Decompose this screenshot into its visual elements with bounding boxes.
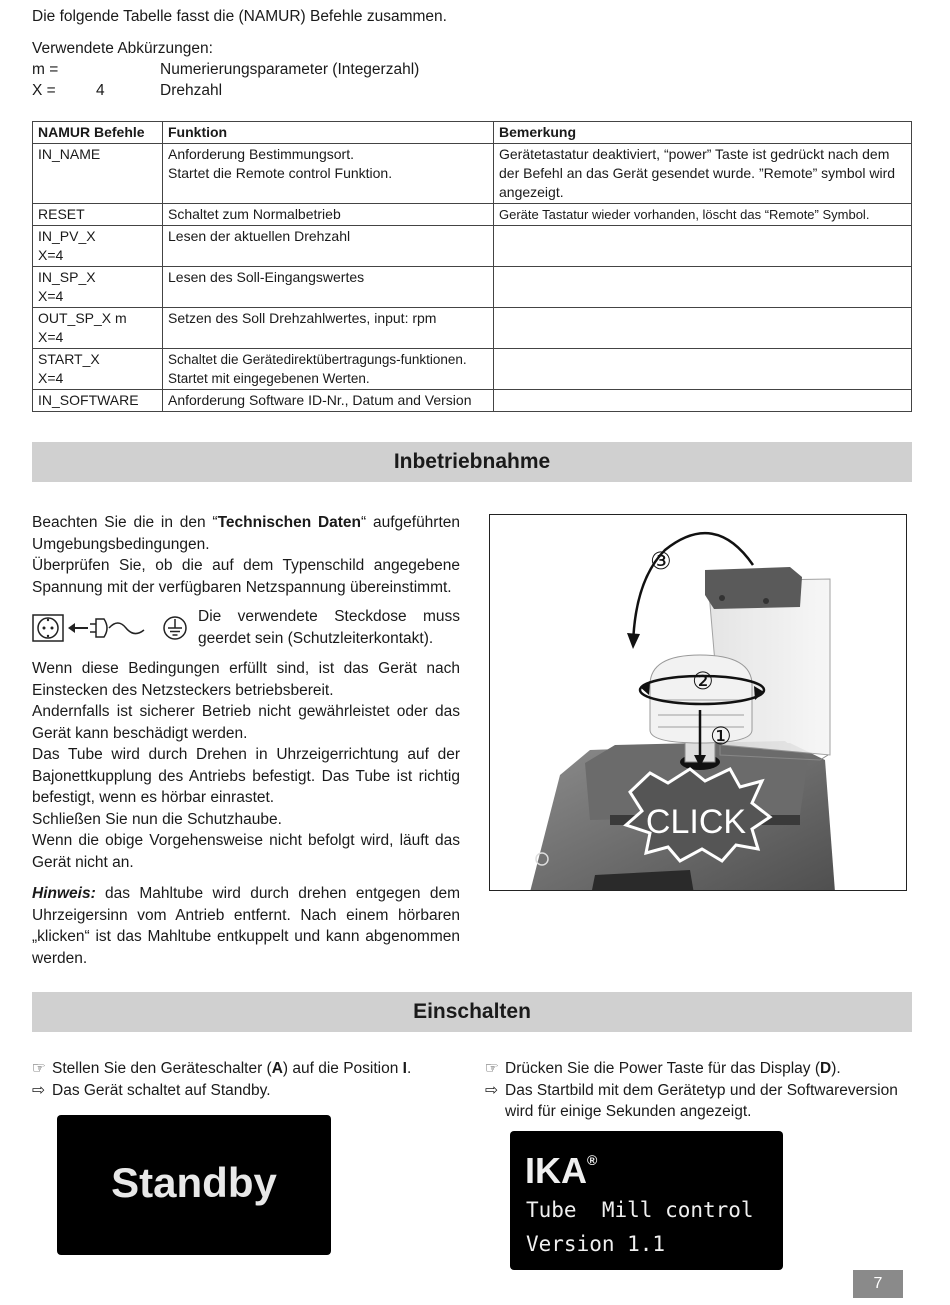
abbreviation-key: m = <box>32 61 59 79</box>
column-header: Funktion <box>163 122 494 144</box>
command-text: IN_NAME <box>38 146 101 162</box>
remark-cell <box>494 308 912 349</box>
table-row <box>33 308 912 349</box>
function-text: Lesen des Soll-Eingangswertes <box>168 269 365 285</box>
device-type-text: Tube Mill control <box>526 1198 754 1222</box>
remark-cell: Geräte Tastatur wieder vorhanden, löscht das “Remote” Symbol. <box>494 204 912 226</box>
command-text: OUT_SP_X m <box>38 310 127 326</box>
hood-handle <box>705 567 802 609</box>
step-3-label: ③ <box>650 547 672 575</box>
remark-cell <box>494 226 912 267</box>
function-cell <box>163 144 494 204</box>
click-label: CLICK <box>645 803 747 841</box>
plug-notice <box>32 606 460 650</box>
plug-notice-text: Die verwendete Steckdose muss geerdet sein (Schutzleiterkontakt). <box>198 608 460 647</box>
command-cell <box>33 308 163 349</box>
command-cell <box>33 204 163 226</box>
remark-cell <box>494 390 912 412</box>
pointing-hand-icon: ☞ <box>32 1060 46 1077</box>
remark-cell <box>494 267 912 308</box>
step-2-label: ② <box>692 667 714 695</box>
function-cell <box>163 204 494 226</box>
function-cell <box>163 308 494 349</box>
table-header-row <box>33 122 912 144</box>
section-heading-inbetriebnahme: Inbetriebnahme <box>32 442 912 482</box>
namur-command-table <box>32 121 912 412</box>
function-text: Startet mit eingegebenen Werten. <box>168 371 370 386</box>
function-cell <box>163 390 494 412</box>
inbetriebnahme-text <box>32 512 460 969</box>
paragraph: Andernfalls ist sicherer Betrieb nicht gewährleistet oder das Gerät kann beschädigt werden. <box>32 703 460 742</box>
software-version-text: Version 1.1 <box>526 1232 666 1256</box>
table-row <box>33 267 912 308</box>
abbreviation-list <box>32 38 912 101</box>
command-param: X=4 <box>38 288 64 304</box>
abbreviation-desc: Numerierungsparameter (Integerzahl) <box>160 61 420 79</box>
abbreviation-title: Verwendete Abkürzungen: <box>32 40 213 58</box>
table-row <box>33 226 912 267</box>
command-param: X=4 <box>38 370 64 386</box>
ika-logo-text: IKA <box>525 1150 587 1191</box>
function-text: Startet die Remote control Funktion. <box>168 165 393 181</box>
function-text: Anforderung Bestimmungsort. <box>168 146 354 162</box>
command-cell <box>33 226 163 267</box>
command-param: X=4 <box>38 329 64 345</box>
function-cell <box>163 226 494 267</box>
step-text: Drücken Sie die Power Taste für das Display (D). <box>505 1060 841 1077</box>
step-item <box>485 1058 915 1080</box>
left-step-list <box>32 1058 452 1101</box>
function-cell <box>163 267 494 308</box>
paragraph: Überprüfen Sie, ob die auf dem Typenschild angegebene Spannung mit der verfügbaren Netzspannung übereinstimmt. <box>32 557 460 596</box>
intro-section <box>32 6 912 101</box>
command-text: RESET <box>38 206 85 222</box>
command-text: START_X <box>38 351 100 367</box>
step-text: Das Startbild mit dem Gerätetyp und der Softwareversion wird für einige Sekunden angezeigt. <box>505 1081 898 1120</box>
function-text: Anforderung Software ID-Nr., Datum and Version <box>168 392 472 408</box>
standby-display <box>57 1115 331 1255</box>
command-cell <box>33 349 163 390</box>
command-text: IN_SOFTWARE <box>38 392 139 408</box>
abbreviation-number: 4 <box>96 82 105 100</box>
hint-text: das Mahltube wird durch drehen entgegen dem Uhrzeigersinn vom Antrieb entfernt. Nach einem hörbaren „klicken“ ist das Mahltube entkuppelt und kann abgenommen werden. <box>32 885 460 967</box>
table-row <box>33 390 912 412</box>
abbreviation-row <box>32 59 912 80</box>
function-text: Lesen der aktuellen Drehzahl <box>168 228 351 244</box>
hint-paragraph <box>32 883 460 969</box>
function-text: Setzen des Soll Drehzahlwertes, input: rpm <box>168 310 437 326</box>
abbreviation-desc: Drehzahl <box>160 82 223 100</box>
remark-cell <box>494 349 912 390</box>
paragraph: Das Tube wird durch Drehen in Uhrzeigerrichtung auf der Bajonettkupplung des Antriebs befestigt. Das Tube ist richtig befestigt, wenn es hörbar einrastet. <box>32 746 460 806</box>
pointing-hand-icon: ☞ <box>485 1060 499 1077</box>
function-text: Schaltet die Gerätedirektübertragungs-funktionen. <box>168 352 467 367</box>
abbreviation-key: X = <box>32 82 56 100</box>
result-arrow-icon: ⇨ <box>485 1081 498 1099</box>
table-row <box>33 144 912 204</box>
command-cell <box>33 144 163 204</box>
registered-mark: ® <box>587 1152 598 1168</box>
paragraph-text: Beachten Sie die in den “ <box>32 514 218 531</box>
section-heading-einschalten: Einschalten <box>32 992 912 1032</box>
command-cell <box>33 390 163 412</box>
step-1-label: ① <box>710 722 732 750</box>
right-step-list <box>485 1058 915 1123</box>
step-text: Das Gerät schaltet auf Standby. <box>52 1081 271 1099</box>
hint-label: Hinweis: <box>32 885 96 902</box>
remark-cell: Gerätetastatur deaktiviert, “power” Taste ist gedrückt nach dem der Befehl an das Gerät gesendet wurde. ”Remote” symbol wird angezeigt. <box>494 144 912 204</box>
step-item <box>32 1080 452 1102</box>
command-cell <box>33 267 163 308</box>
abbreviation-number <box>96 59 160 80</box>
paragraph: Wenn die obige Vorgehensweise nicht befolgt wird, läuft das Gerät nicht an. <box>32 832 460 871</box>
step-text: Stellen Sie den Geräteschalter (A) auf die Position I. <box>52 1060 412 1077</box>
intro-sentence: Die folgende Tabelle fasst die (NAMUR) Befehle zusammen. <box>32 8 447 25</box>
column-header: NAMUR Befehle <box>33 122 163 144</box>
function-text: Schaltet zum Normalbetrieb <box>168 206 341 222</box>
paragraph-text: “ aufgeführten Umgebungsbedingungen. <box>32 514 461 553</box>
step-item <box>485 1080 915 1123</box>
column-header: Bemerkung <box>494 122 912 144</box>
command-text: IN_PV_X <box>38 228 96 244</box>
table-row <box>33 204 912 226</box>
standby-text: Standby <box>111 1159 277 1206</box>
command-param: X=4 <box>38 247 64 263</box>
paragraph-bold-text: Technischen Daten <box>217 514 362 531</box>
command-text: IN_SP_X <box>38 269 96 285</box>
ika-logo <box>525 1139 597 1192</box>
grounded-socket-icon <box>32 606 198 650</box>
paragraph: Schließen Sie nun die Schutzhaube. <box>32 810 282 828</box>
step-item <box>32 1058 452 1080</box>
page-number: 7 <box>853 1270 903 1298</box>
function-cell <box>163 349 494 390</box>
table-row <box>33 349 912 390</box>
result-arrow-icon: ⇨ <box>32 1081 45 1099</box>
startup-display <box>510 1131 783 1270</box>
paragraph <box>32 512 460 555</box>
tube-mill-figure <box>489 514 907 891</box>
tube-mill-illustration <box>490 515 907 891</box>
abbreviation-row <box>32 80 912 101</box>
paragraph: Wenn diese Bedingungen erfüllt sind, ist das Gerät nach Einstecken des Netzsteckers betriebsbereit. <box>32 660 460 699</box>
